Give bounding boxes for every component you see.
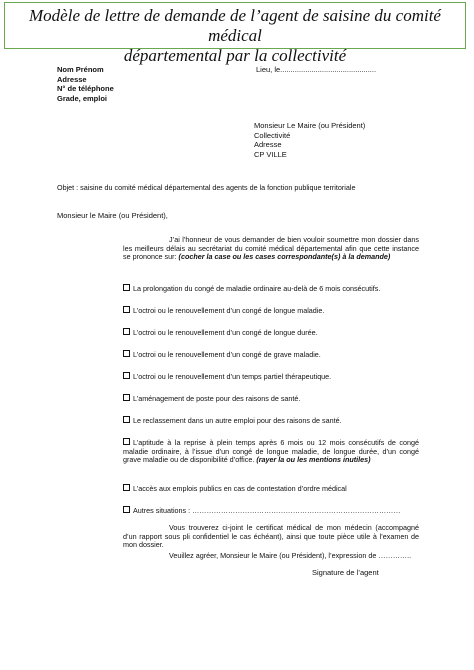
option-item	[123, 506, 419, 516]
option-item	[123, 372, 419, 382]
option-label: Autres situations : ……………………………………………………………………………	[133, 506, 401, 515]
checkbox-icon[interactable]	[123, 438, 130, 445]
option-item	[123, 350, 419, 360]
recipient-city: CP VILLE	[254, 149, 287, 159]
checkbox-icon[interactable]	[123, 506, 130, 513]
closing-paragraph: Veuillez agréer, Monsieur le Maire (ou Président), l’expression de …………..	[169, 551, 412, 560]
option-item	[123, 328, 419, 338]
option-label: L’octroi ou le renouvellement d’un congé de longue durée.	[133, 328, 318, 337]
checkbox-icon[interactable]	[123, 394, 130, 401]
intro-instruction: (cocher la case ou les cases correspondante(s) à la demande)	[178, 252, 391, 262]
title-line-1: Modèle de lettre de demande de l’agent de saisine du comité médical	[29, 6, 441, 45]
option-label: L’aménagement de poste pour des raisons de santé.	[133, 394, 301, 403]
recipient-collectivity: Collectivité	[254, 130, 291, 140]
attachment-paragraph: Vous trouverez ci-joint le certificat médical de mon médecin (accompagné d’un rapport sous pli confidentiel le cas échéant), ainsi que toute pièce utile à l’examen de mon dossier.	[123, 523, 419, 550]
option-instruction: (rayer la ou les mentions inutiles)	[256, 455, 371, 465]
option-item	[123, 438, 419, 465]
intro-paragraph	[123, 236, 419, 262]
checkbox-icon[interactable]	[123, 328, 130, 335]
option-item	[123, 484, 419, 494]
title-box	[4, 2, 466, 65]
option-label: L’octroi ou le renouvellement d’un temps partiel thérapeutique.	[133, 372, 332, 381]
checkbox-icon[interactable]	[123, 306, 130, 313]
option-item	[123, 394, 419, 404]
checkbox-icon[interactable]	[123, 416, 130, 423]
sender-name: Nom Prénom	[57, 65, 104, 74]
checkbox-icon[interactable]	[123, 350, 130, 357]
option-label: L’accès aux emplois publics en cas de contestation d’ordre médical	[133, 484, 347, 493]
checkbox-icon[interactable]	[123, 284, 130, 291]
option-label: La prolongation du congé de maladie ordinaire au-delà de 6 mois consécutifs.	[133, 284, 381, 293]
recipient-block	[254, 121, 365, 159]
recipient-address: Adresse	[254, 140, 282, 149]
option-item	[123, 306, 419, 316]
intro-text: J’ai l’honneur de vous demander de bien vouloir soumettre mon dossier dans les meilleurs délais au secrétariat du comité médical départemental afin que cette instance se prononce sur:	[123, 235, 419, 262]
signature-label: Signature de l’agent	[312, 568, 379, 577]
document-title	[5, 3, 465, 66]
checkbox-icon[interactable]	[123, 484, 130, 491]
recipient-name: Monsieur Le Maire (ou Président)	[254, 121, 366, 130]
option-item	[123, 416, 419, 426]
sender-block	[57, 65, 114, 103]
checkbox-icon[interactable]	[123, 372, 130, 379]
sender-phone: N° de téléphone	[57, 84, 114, 93]
option-label: Le reclassement dans un autre emploi pour des raisons de santé.	[133, 416, 342, 425]
option-label: L’octroi ou le renouvellement d’un congé de longue maladie.	[133, 306, 325, 315]
title-line-2: départemental par la collectivité	[123, 46, 347, 65]
salutation: Monsieur le Maire (ou Président),	[57, 211, 168, 220]
sender-grade: Grade, emploi	[57, 93, 108, 103]
subject-line: Objet : saisine du comité médical départemental des agents de la fonction publique territoriale	[57, 183, 356, 192]
sender-address: Adresse	[57, 74, 87, 84]
place-date: Lieu, le..............................................	[256, 65, 377, 74]
option-label: L’octroi ou le renouvellement d’un congé de grave maladie.	[133, 350, 321, 359]
option-item	[123, 284, 419, 294]
option-label: L’aptitude à la reprise à plein temps après 6 mois ou 12 mois consécutifs de congé maladie ordinaire, à l’issue d’un congé de longue maladie, de longue durée, d’un congé grave maladie ou de disponibilité d’office.	[123, 438, 419, 465]
